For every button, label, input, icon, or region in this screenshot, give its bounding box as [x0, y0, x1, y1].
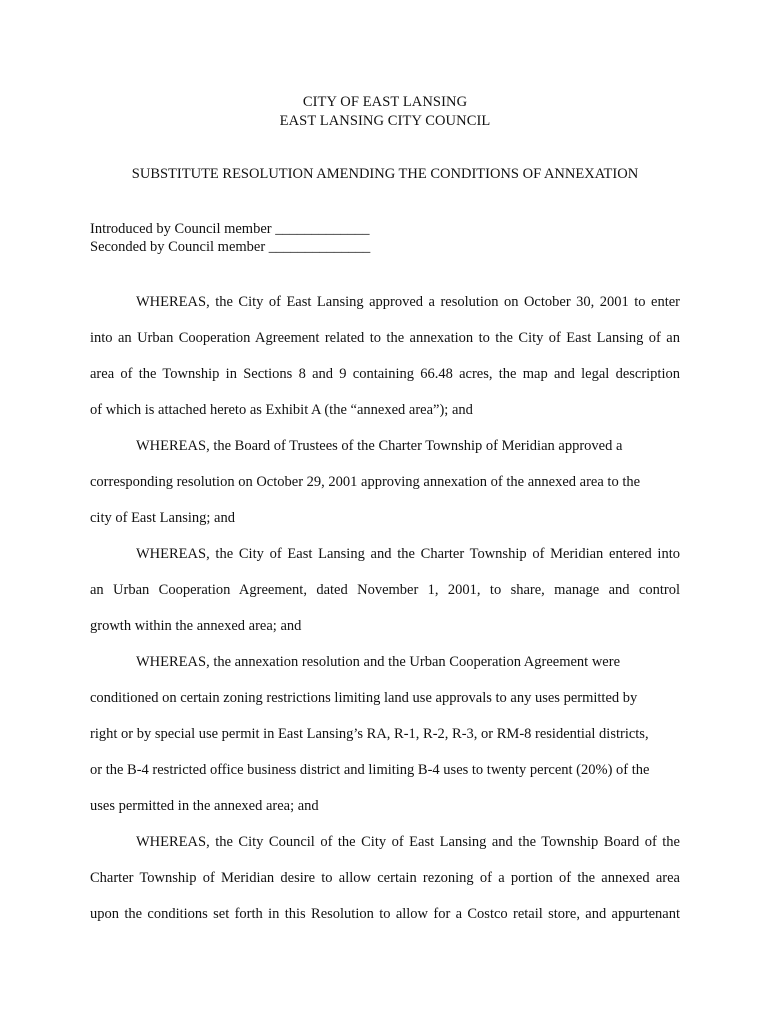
body-line: right or by special use permit in East Lansing’s RA, R-1, R-2, R-3, or RM-8 residential districts, [90, 726, 649, 742]
header-council: EAST LANSING CITY COUNCIL [279, 113, 491, 129]
body-line: city of East Lansing; and [90, 510, 235, 526]
body-line: conditioned on certain zoning restrictions limiting land use approvals to any uses permitted by [90, 690, 638, 706]
body-line: upon the conditions set forth in this Resolution to allow for a Costco retail store, and appurtenant [90, 906, 680, 922]
body-line: into an Urban Cooperation Agreement related to the annexation to the City of East Lansing of an [90, 330, 680, 346]
body-line: WHEREAS, the City Council of the City of East Lansing and the Township Board of the [136, 834, 680, 850]
body-line: corresponding resolution on October 29, 2001 approving annexation of the annexed area to the [90, 474, 641, 490]
body-line: WHEREAS, the City of East Lansing and the Charter Township of Meridian entered into [136, 546, 680, 562]
introduced-by-line: Introduced by Council member _____________ [90, 221, 370, 237]
body-line: of which is attached hereto as Exhibit A (the “annexed area”); and [90, 402, 473, 418]
resolution-title: SUBSTITUTE RESOLUTION AMENDING THE CONDITIONS OF ANNEXATION [131, 166, 639, 182]
body-line: an Urban Cooperation Agreement, dated November 1, 2001, to share, manage and control [90, 582, 680, 598]
body-line: growth within the annexed area; and [90, 618, 302, 634]
body-line: Charter Township of Meridian desire to allow certain rezoning of a portion of the annexed area [90, 870, 680, 886]
body-line: WHEREAS, the annexation resolution and the Urban Cooperation Agreement were [136, 654, 621, 670]
body-line: WHEREAS, the Board of Trustees of the Charter Township of Meridian approved a [136, 438, 623, 454]
body-line: area of the Township in Sections 8 and 9 containing 66.48 acres, the map and legal description [90, 366, 680, 382]
header-city: CITY OF EAST LANSING [302, 94, 468, 110]
body-line: or the B-4 restricted office business district and limiting B-4 uses to twenty percent (20%) of the [90, 762, 650, 778]
body-line: uses permitted in the annexed area; and [90, 798, 319, 814]
seconded-by-line: Seconded by Council member ______________ [90, 239, 371, 255]
body-line: WHEREAS, the City of East Lansing approved a resolution on October 30, 2001 to enter [136, 294, 680, 310]
